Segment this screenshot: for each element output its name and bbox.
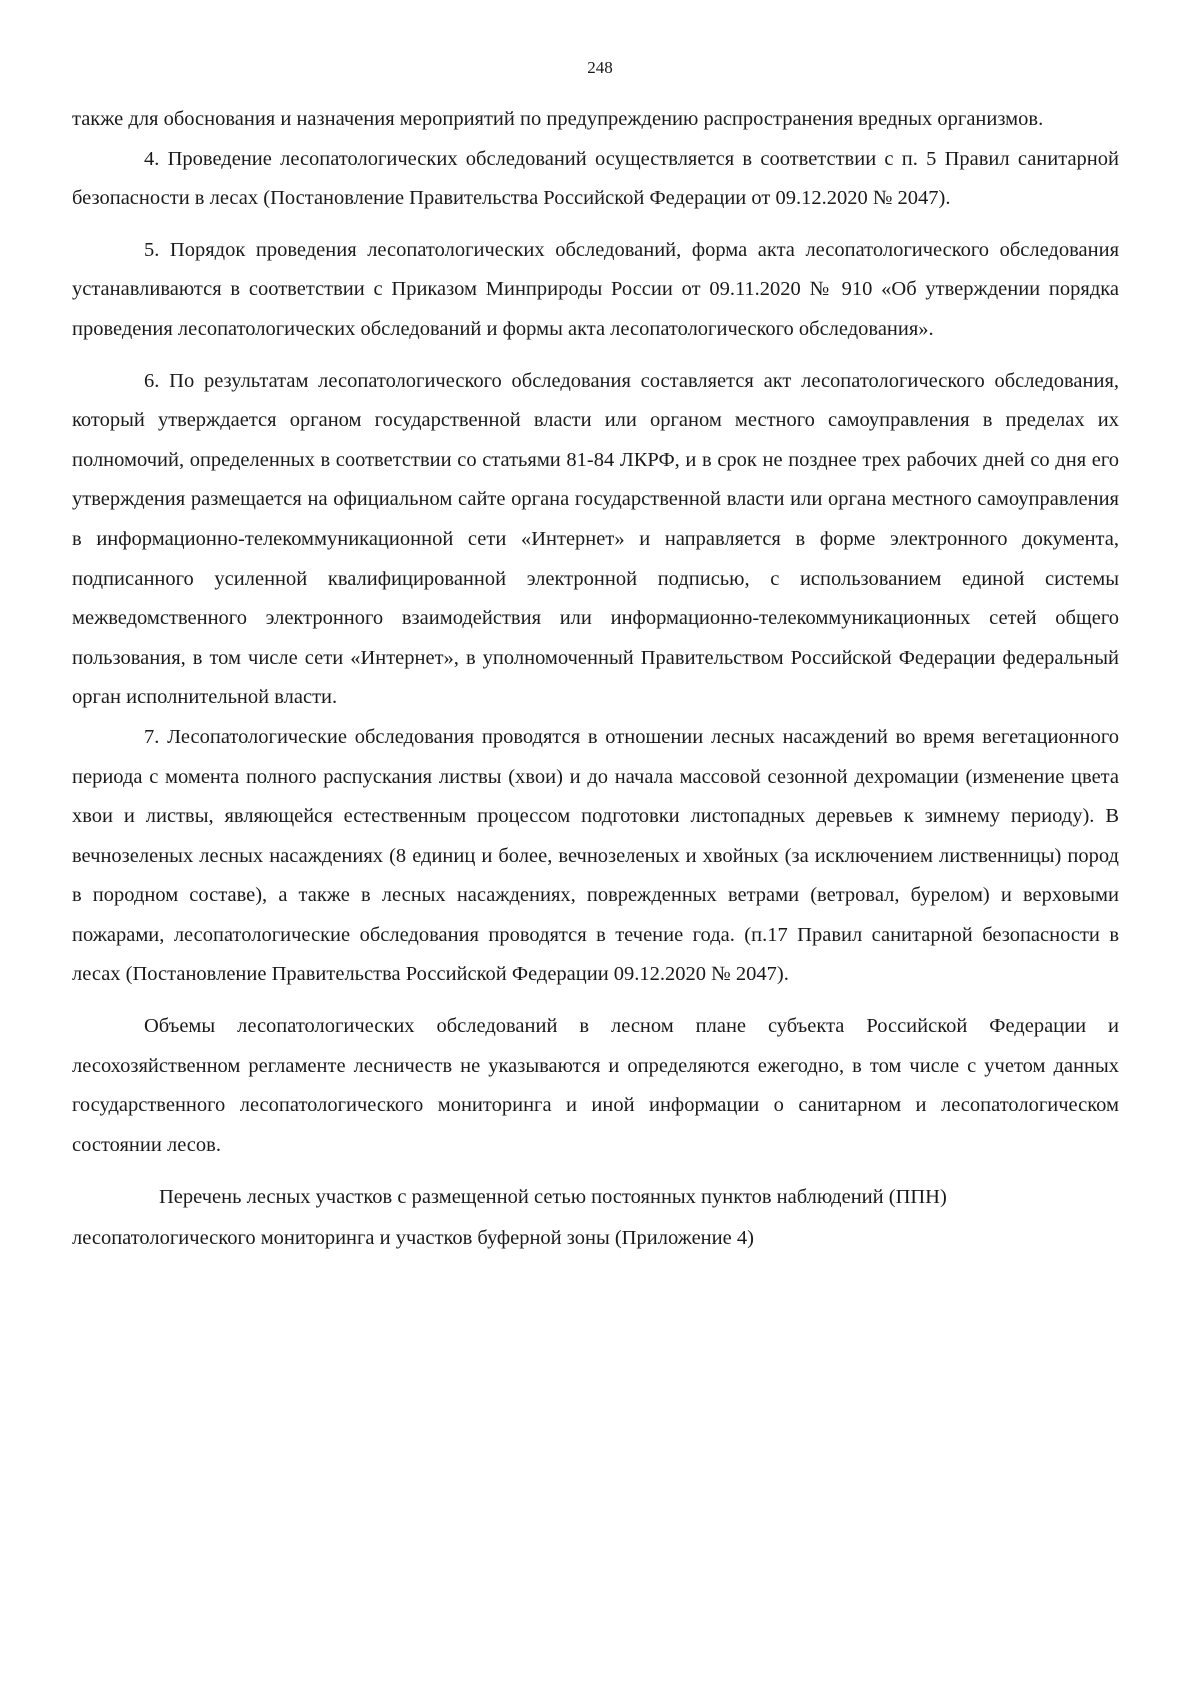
paragraph-item-5: 5. Порядок проведения лесопатологических обследований, форма акта лесопатологического обследования устанавливаются в соответствии с Приказом Минприроды России от 09.11.2020 № 910 «Об утверждении порядка проведения лесопатологических обследований и формы акта лесопатологического обследования». (72, 238, 1119, 340)
paragraph-item-7: 7. Лесопатологические обследования проводятся в отношении лесных насаждений во время вегетационного периода с момента полного распускания листвы (хвои) и до начала массовой сезонной дехромации (изменение цвета хвои и листвы, являющейся естественным процессом подготовки листопадных деревьев к зимнему периоду). В вечнозеленых лесных насаждениях (8 единиц и более, вечнозеленых и хвойных (за исключением лиственницы) пород в породном составе), а также в лесных насаждениях, поврежденных ветрами (ветровал, бурелом) и верховыми пожарами, лесопатологические обследования проводятся в течение года. (п.17 Правил санитарной безопасности в лесах (Постановление Правительства Российской Федерации 09.12.2020 № 2047). (72, 725, 1119, 986)
paragraph-item-4: 4. Проведение лесопатологических обследований осуществляется в соответствии с п. 5 Правил санитарной безопасности в лесах (Постановление Правительства Российской Федерации от 09.12.2020 № 2047). (72, 147, 1119, 210)
paragraph-list-heading: Перечень лесных участков с размещенной сетью постоянных пунктов наблюдений (ППН) лесопатологического мониторинга и участков буферной зоны (Приложение 4) (72, 1186, 947, 1250)
paragraph-continuation: также для обоснования и назначения мероприятий по предупреждению распространения вредных организмов. (72, 108, 1044, 130)
paragraph-volumes: Объемы лесопатологических обследований в лесном плане субъекта Российской Федерации и лесохозяйственном регламенте лесничеств не указываются и определяются ежегодно, в том числе с учетом данных государственного лесопатологического мониторинга и иной информации о санитарном и лесопатологическом состоянии лесов. (72, 1015, 1119, 1156)
paragraph-item-6: 6. По результатам лесопатологического обследования составляется акт лесопатологического обследования, который утверждается органом государственной власти или органом местного самоуправления в пределах их полномочий, определенных в соответствии со статьями 81-84 ЛКРФ, и в срок не позднее трех рабочих дней со дня его утверждения размещается на официальном сайте органа государственной власти или органа местного самоуправления в информационно-телекоммуникационной сети «Интернет» и направляется в форме электронного документа, подписанного усиленной квалифицированной электронной подписью, с использованием единой системы межведомственного электронного взаимодействия или информационно-телекоммуникационных сетей общего пользования, в том числе сети «Интернет», в уполномоченный Правительством Российской Федерации федеральный орган исполнительной власти. (72, 369, 1119, 709)
document-body (72, 100, 1119, 1259)
page-number: 248 (587, 58, 613, 77)
